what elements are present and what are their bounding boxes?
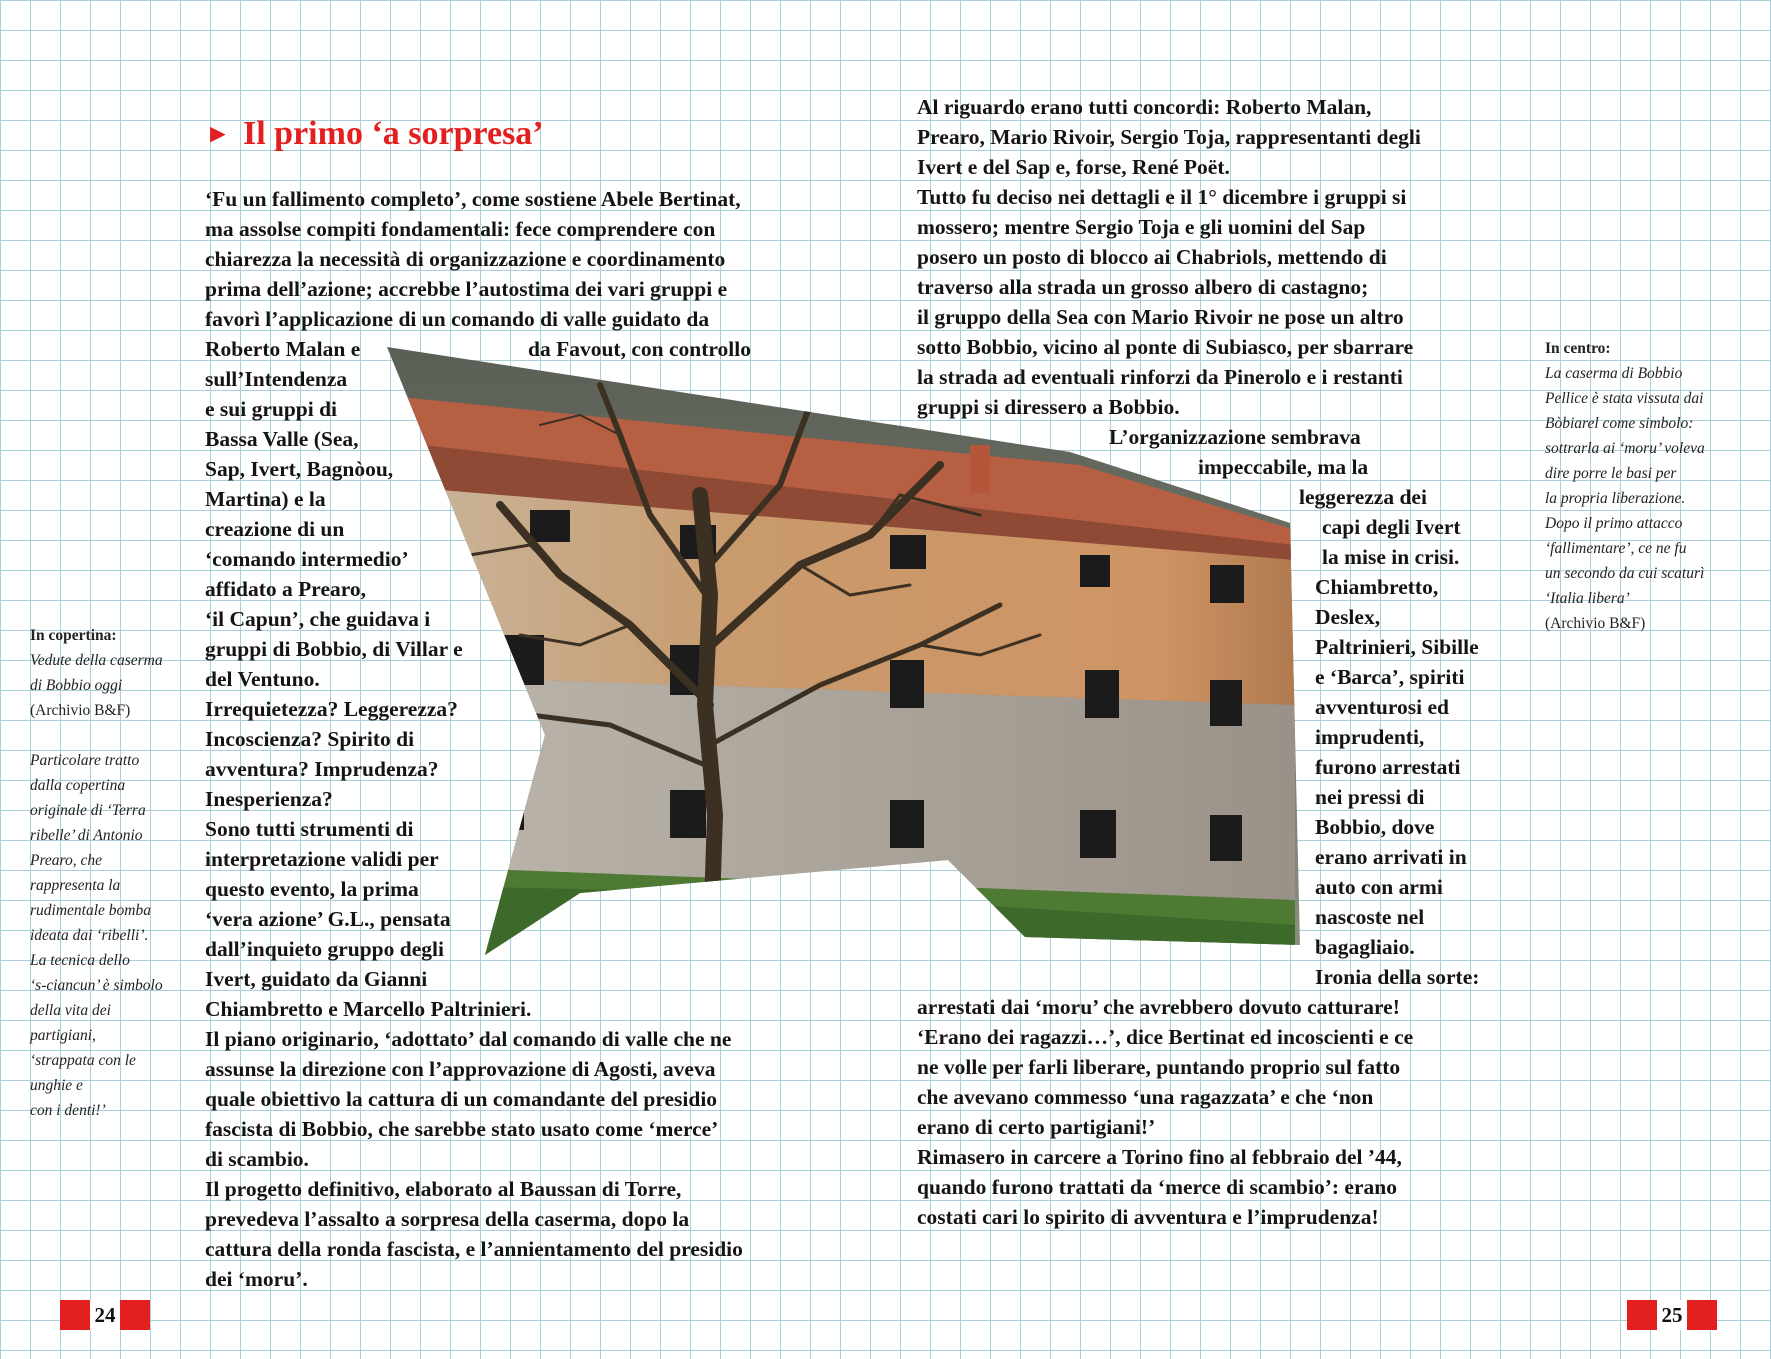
note-line: con i denti!’	[30, 1102, 106, 1119]
text-line: Deslex,	[1315, 605, 1381, 629]
note-line: ideata dai ‘ribelli’.	[30, 927, 149, 944]
text-line: prima dell’azione; accrebbe l’autostima dei vari gruppi e	[205, 277, 728, 301]
text-line: interpretazione validi per	[205, 847, 439, 871]
red-square-marker	[1687, 1300, 1717, 1330]
text-line: leggerezza dei	[1299, 485, 1427, 509]
note-line: ribelle’ di Antonio	[30, 827, 143, 844]
red-square-marker	[1627, 1300, 1657, 1330]
text-line: traverso alla strada un grosso albero di castagno;	[917, 275, 1369, 299]
text-line: Martina) e la	[205, 487, 326, 511]
caption-line: la propria liberazione.	[1545, 490, 1686, 507]
text-line: Bobbio, dove	[1315, 815, 1435, 839]
caption-line: Vedute della caserma	[30, 652, 163, 669]
caption-line: dire porre le basi per	[1545, 465, 1677, 482]
text-line: Tutto fu deciso nei dettagli e il 1° dicembre i gruppi si	[917, 185, 1407, 209]
note-line: La tecnica dello	[30, 952, 130, 969]
text-line: avventura? Imprudenza?	[205, 757, 439, 781]
left-sidebar	[30, 623, 163, 1123]
text-line: Al riguardo erano tutti concordi: Roberto Malan,	[917, 95, 1372, 119]
text-line: del Ventuno.	[205, 667, 320, 691]
note-line: ‘s-ciancun’ è simbolo	[30, 977, 163, 994]
text-line: Ironia della sorte:	[1315, 965, 1480, 989]
note-line: Particolare tratto	[30, 752, 140, 769]
note-line: Prearo, che	[30, 852, 103, 869]
article-title: Il primo ‘a sorpresa’	[243, 115, 544, 152]
note-line: rappresenta la	[30, 877, 121, 894]
caption-line: Bòbiarel come simbolo:	[1545, 415, 1694, 432]
right-sidebar	[1545, 336, 1705, 636]
caption-line: sottrarla ai ‘moru’ voleva	[1545, 440, 1705, 457]
article-heading	[205, 112, 544, 156]
caption-line: di Bobbio oggi	[30, 677, 123, 694]
text-line: gruppi si diressero a Bobbio.	[917, 395, 1180, 419]
text-line: sull’Intendenza	[205, 367, 348, 391]
caption-line: Pellice è stata vissuta dai	[1545, 390, 1704, 407]
text-line: Chiambretto,	[1315, 575, 1439, 599]
text-line: Ivert, guidato da Gianni	[205, 967, 428, 991]
text-line: Bassa Valle (Sea,	[205, 427, 359, 451]
text-line: di scambio.	[205, 1147, 309, 1171]
text-line: affidato a Prearo,	[205, 577, 367, 601]
text-line: erano di certo partigiani!’	[917, 1115, 1156, 1139]
text-line: Rimasero in carcere a Torino fino al febbraio del ’44,	[917, 1145, 1402, 1169]
caption-line: ‘fallimentare’, ce ne fu	[1545, 540, 1687, 557]
text-line: ‘Erano dei ragazzi…’, dice Bertinat ed incoscienti e ce	[917, 1025, 1414, 1049]
text-line: ‘il Capun’, che guidava i	[205, 607, 431, 631]
text-line: avventurosi ed	[1315, 695, 1449, 719]
text-line: sotto Bobbio, vicino al ponte di Subiasco, per sbarrare	[917, 335, 1414, 359]
text-line: costati cari lo spirito di avventura e l’imprudenza!	[917, 1205, 1379, 1229]
text-line: Sono tutti strumenti di	[205, 817, 414, 841]
text-line: il gruppo della Sea con Mario Rivoir ne pose un altro	[917, 305, 1404, 329]
text-line: posero un posto di blocco ai Chabriols, mettendo di	[917, 245, 1387, 269]
photo-credit: (Archivio B&F)	[1545, 615, 1646, 632]
text-line: da Favout, con controllo	[528, 337, 751, 361]
text-line: ‘comando intermedio’	[205, 547, 409, 571]
text-line: erano arrivati in	[1315, 845, 1467, 869]
text-line: arrestati dai ‘moru’ che avrebbero dovuto catturare!	[917, 995, 1400, 1019]
text-line: Roberto Malan e	[205, 337, 361, 361]
text-line: creazione di un	[205, 517, 345, 541]
text-line: quando furono trattati da ‘merce di scambio’: erano	[917, 1175, 1397, 1199]
text-line: imprudenti,	[1315, 725, 1425, 749]
text-line: Sap, Ivert, Bagnòou,	[205, 457, 394, 481]
text-line: Prearo, Mario Rivoir, Sergio Toja, rappresentanti degli	[917, 125, 1421, 149]
text-line: Inesperienza?	[205, 787, 333, 811]
text-line: Chiambretto e Marcello Paltrinieri.	[205, 997, 532, 1021]
page-number-right	[1627, 1300, 1717, 1330]
text-line: Ivert e del Sap e, forse, René Poët.	[917, 155, 1230, 179]
text-line: impeccabile, ma la	[1198, 455, 1369, 479]
text-line: dall’inquieto gruppo degli	[205, 937, 444, 961]
text-line: Il piano originario, ‘adottato’ dal comando di valle che ne	[205, 1027, 732, 1051]
note-line: della vita dei	[30, 1002, 111, 1019]
text-line: quale obiettivo la cattura di un comandante del presidio	[205, 1087, 718, 1111]
text-line: ne volle per farli liberare, puntando proprio sul fatto	[917, 1055, 1401, 1079]
note-line: rudimentale bomba	[30, 902, 151, 919]
caption-line: La caserma di Bobbio	[1545, 365, 1683, 382]
text-line: chiarezza la necessità di organizzazione e coordinamento	[205, 247, 726, 271]
text-line: Paltrinieri, Sibille	[1315, 635, 1479, 659]
text-line: ‘vera azione’ G.L., pensata	[205, 907, 451, 931]
page-number-text: 24	[90, 1300, 120, 1330]
note-line: dalla copertina	[30, 777, 126, 794]
red-square-marker	[60, 1300, 90, 1330]
caption-line: ‘Italia libera’	[1545, 590, 1630, 607]
text-line: ma assolse compiti fondamentali: fece comprendere con	[205, 217, 716, 241]
text-line: auto con armi	[1315, 875, 1443, 899]
text-line: la strada ad eventuali rinforzi da Pinerolo e i restanti	[917, 365, 1403, 389]
caption-line: un secondo da cui scaturì	[1545, 565, 1705, 582]
note-line: unghie e	[30, 1077, 83, 1094]
text-line: nascoste nel	[1315, 905, 1425, 929]
text-line: cattura della ronda fascista, e l’annientamento del presidio	[205, 1237, 743, 1261]
page-number-text: 25	[1657, 1300, 1687, 1330]
text-line: prevedeva l’assalto a sorpresa della caserma, dopo la	[205, 1207, 690, 1231]
text-line: nei pressi di	[1315, 785, 1425, 809]
text-line: e sui gruppi di	[205, 397, 338, 421]
text-line: Irrequietezza? Leggerezza?	[205, 697, 458, 721]
text-line: gruppi di Bobbio, di Villar e	[205, 637, 463, 661]
photo-credit: (Archivio B&F)	[30, 702, 131, 719]
text-line: dei ‘moru’.	[205, 1267, 308, 1291]
right-sidebar-title: In centro:	[1545, 340, 1611, 357]
text-line: assunse la direzione con l’approvazione di Agosti, aveva	[205, 1057, 716, 1081]
left-sidebar-title: In copertina:	[30, 627, 117, 644]
text-line: la mise in crisi.	[1322, 545, 1460, 569]
text-line: mossero; mentre Sergio Toja e gli uomini del Sap	[917, 215, 1366, 239]
red-square-marker	[120, 1300, 150, 1330]
caption-line: Dopo il primo attacco	[1545, 515, 1683, 532]
text-line: capi degli Ivert	[1322, 515, 1461, 539]
text-line: furono arrestati	[1315, 755, 1461, 779]
text-line: Incoscienza? Spirito di	[205, 727, 415, 751]
play-arrow-icon: ►	[205, 119, 231, 148]
text-line: bagagliaio.	[1315, 935, 1415, 959]
text-line: fascista di Bobbio, che sarebbe stato usato come ‘merce’	[205, 1117, 719, 1141]
note-line: originale di ‘Terra	[30, 802, 146, 819]
text-line: che avevano commesso ‘una ragazzata’ e che ‘non	[917, 1085, 1374, 1109]
text-line: L’organizzazione sembrava	[1109, 425, 1361, 449]
text-line: favorì l’applicazione di un comando di valle guidato da	[205, 307, 710, 331]
page-number-left	[60, 1300, 150, 1330]
text-line: Il progetto definitivo, elaborato al Baussan di Torre,	[205, 1177, 682, 1201]
text-line: ‘Fu un fallimento completo’, come sostiene Abele Bertinat,	[205, 187, 741, 211]
note-line: partigiani,	[30, 1027, 96, 1044]
text-line: e ‘Barca’, spiriti	[1315, 665, 1465, 689]
note-line: ‘strappata con le	[30, 1052, 136, 1069]
text-line: questo evento, la prima	[205, 877, 419, 901]
